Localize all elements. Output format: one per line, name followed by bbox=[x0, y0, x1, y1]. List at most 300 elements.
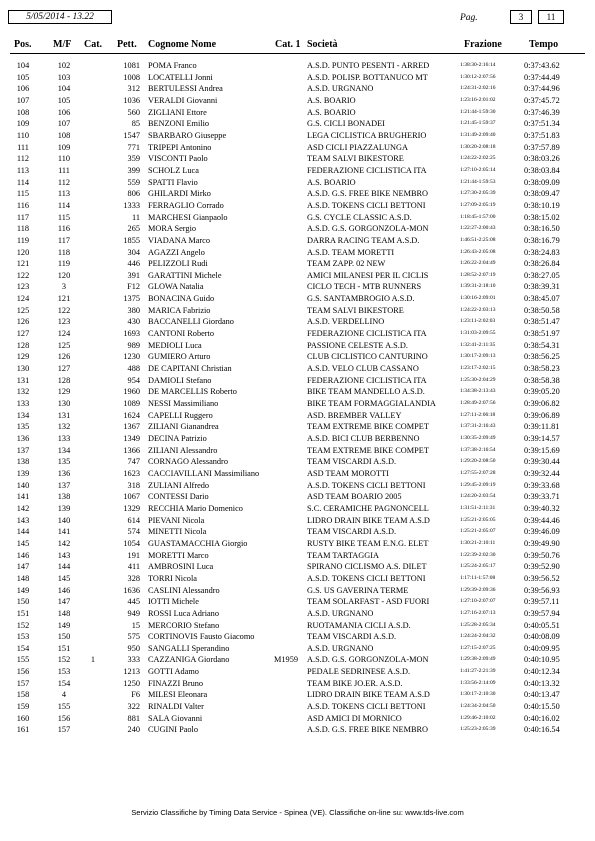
table-row bbox=[0, 316, 595, 328]
header-pett: Pett. bbox=[117, 39, 137, 50]
cell-pett: 950 bbox=[127, 643, 140, 653]
cell-name: VISCONTI Paolo bbox=[148, 154, 208, 164]
cell-societa: TEAM SALVI BIKESTORE bbox=[307, 305, 404, 315]
cell-societa: ASD CICLI PIAZZALUNGA bbox=[307, 142, 408, 152]
cell-mf: 111 bbox=[58, 165, 70, 175]
cell-pett: 1081 bbox=[123, 61, 140, 70]
table-row bbox=[0, 445, 595, 457]
cell-mf: 125 bbox=[57, 340, 71, 350]
cell-pett: 312 bbox=[127, 84, 140, 94]
cell-name: SPATTI Flavio bbox=[148, 177, 198, 187]
cell-mf: 151 bbox=[57, 643, 71, 653]
cell-tempo: 0:38:58.38 bbox=[524, 375, 560, 385]
cell-name: BENZONI Emilio bbox=[148, 119, 210, 129]
cell-tempo: 0:38:09.47 bbox=[524, 189, 560, 199]
cell-name: MERCORIO Stefano bbox=[148, 620, 220, 630]
cell-name: ZIGLIANI Ettore bbox=[148, 107, 207, 117]
cell-pett: 1624 bbox=[123, 410, 140, 420]
cell-pett: 85 bbox=[131, 119, 140, 129]
table-row bbox=[0, 678, 595, 690]
cell-mf: 109 bbox=[57, 142, 71, 152]
cell-pett: 954 bbox=[127, 375, 140, 385]
table-row bbox=[0, 200, 595, 212]
cell-pos: 121 bbox=[16, 259, 30, 269]
cell-pos: 160 bbox=[16, 713, 30, 723]
cell-pos: 146 bbox=[16, 550, 30, 560]
cell-pett: 1008 bbox=[123, 72, 140, 82]
cell-pett: 1333 bbox=[123, 200, 140, 210]
cell-mf: 116 bbox=[57, 224, 71, 234]
cell-mf: 4 bbox=[61, 690, 67, 700]
cell-societa: LIDRO DRAIN BIKE TEAM A.S.D bbox=[307, 690, 430, 700]
cell-pett: 411 bbox=[127, 562, 140, 572]
cell-mf: 138 bbox=[57, 492, 71, 502]
table-row bbox=[0, 83, 595, 95]
cell-pett: 446 bbox=[127, 259, 140, 269]
cell-pos: 108 bbox=[16, 107, 30, 117]
cell-pos: 134 bbox=[16, 410, 30, 420]
table-row bbox=[0, 107, 595, 119]
cell-name: BERTULESSI Andrea bbox=[148, 84, 223, 94]
cell-name: VERALDI Giovanni bbox=[148, 95, 218, 105]
cell-societa: A.S.D. G.S. FREE BIKE NEMBRO bbox=[307, 189, 429, 199]
cell-societa: ASD AMICI DI MORNICO bbox=[307, 713, 402, 723]
cell-mf: 117 bbox=[57, 235, 71, 245]
cell-frazione: 1:27:30-2:05:39 bbox=[460, 190, 496, 197]
cell-societa: LIDRO DRAIN BIKE TEAM A.S.D bbox=[307, 515, 430, 525]
cell-mf: 154 bbox=[57, 678, 71, 688]
table-row bbox=[0, 480, 595, 492]
table-row bbox=[0, 375, 595, 387]
cell-tempo: 0:38:10.19 bbox=[524, 200, 560, 210]
cell-pos: 143 bbox=[16, 515, 30, 525]
table-row bbox=[0, 573, 595, 585]
cell-societa: A.S. BOARIO bbox=[307, 107, 356, 117]
table-row bbox=[0, 305, 595, 317]
table-row bbox=[0, 468, 595, 480]
cell-frazione: 1:30:35-2:09:49 bbox=[460, 435, 496, 441]
cell-societa: TEAM BIKE JO.ER. A.S.D. bbox=[307, 678, 403, 688]
cell-pett: 806 bbox=[127, 189, 140, 199]
cell-societa: CICLO TECH - MTB RUNNERS bbox=[307, 282, 422, 292]
cell-frazione: 1:29:46-2:10:02 bbox=[460, 714, 496, 721]
cell-pett: 1367 bbox=[123, 422, 140, 432]
cell-tempo: 0:38:54.31 bbox=[524, 340, 560, 350]
cell-societa: BIKE TEAM MANDELLO A.S.D. bbox=[307, 387, 425, 397]
table-row bbox=[0, 142, 595, 154]
cell-name: NESSI Massimiliano bbox=[148, 399, 219, 409]
cell-pett: 1547 bbox=[123, 130, 140, 140]
cell-mf: 157 bbox=[57, 725, 71, 735]
cell-societa: A.S. BOARIO bbox=[307, 95, 356, 105]
header-mf: M/F bbox=[53, 39, 72, 50]
cell-societa: G.S. CYCLE CLASSIC A.S.D. bbox=[307, 212, 412, 222]
cell-pos: 154 bbox=[16, 643, 30, 653]
cell-mf: 146 bbox=[57, 585, 71, 595]
cell-tempo: 0:38:27.05 bbox=[524, 270, 560, 280]
cell-societa: A.S.D. BICI CLUB BERBENNO bbox=[307, 434, 420, 443]
cell-name: SALA Giovanni bbox=[148, 713, 203, 723]
cell-tempo: 0:38:50.58 bbox=[524, 305, 560, 315]
cell-societa: A.S.D. TOKENS CICLI BETTONI bbox=[307, 702, 426, 712]
table-row bbox=[0, 363, 595, 375]
cell-tempo: 0:39:30.44 bbox=[524, 457, 560, 467]
table-row bbox=[0, 223, 595, 235]
cell-frazione: 1:29:39-2:09:36 bbox=[460, 586, 496, 593]
cell-frazione: 1:31:03-2:09:55 bbox=[460, 330, 496, 337]
cell-tempo: 0:39:11.81 bbox=[524, 422, 560, 432]
cell-frazione: 1:30:17-2:09:13 bbox=[460, 353, 496, 360]
cell-frazione: 1:28:52-2:07:19 bbox=[460, 271, 496, 278]
table-row bbox=[0, 118, 595, 130]
cell-mf: 113 bbox=[57, 189, 71, 199]
cell-frazione: 1:31:49-2:09:40 bbox=[460, 131, 496, 138]
cell-frazione: 1:27:10-2:05:14 bbox=[460, 166, 496, 173]
table-row bbox=[0, 608, 595, 620]
cell-societa: ASD TEAM BOARIO 2005 bbox=[307, 492, 402, 502]
cell-pos: 113 bbox=[16, 165, 30, 175]
cell-mf: 145 bbox=[57, 573, 71, 583]
table-row bbox=[0, 643, 595, 655]
header-divider bbox=[10, 53, 585, 54]
cell-frazione: 1:30:17-2:10:30 bbox=[460, 691, 496, 698]
cell-mf: 112 bbox=[57, 177, 71, 187]
cell-mf: 142 bbox=[57, 538, 71, 548]
table-row bbox=[0, 72, 595, 84]
cell-pett: 1855 bbox=[123, 235, 140, 245]
cell-mf: 110 bbox=[57, 154, 71, 164]
cell-mf: 136 bbox=[57, 468, 71, 478]
cell-name: SBARBARO Giuseppe bbox=[148, 130, 227, 140]
cell-frazione: 1:17:11-1:57:08 bbox=[460, 574, 496, 581]
cell-pos: 144 bbox=[16, 527, 30, 537]
cell-name: CANTONI Roberto bbox=[148, 329, 214, 339]
cell-mf: 105 bbox=[57, 95, 71, 105]
cell-tempo: 0:39:05.20 bbox=[524, 387, 560, 397]
cell-frazione: 1:25:21-2:05:07 bbox=[460, 528, 496, 535]
cell-pos: 138 bbox=[16, 457, 30, 467]
cell-pos: 107 bbox=[16, 95, 30, 105]
cell-pos: 156 bbox=[16, 667, 30, 677]
cell-frazione: 1:27:55-2:07:28 bbox=[460, 469, 496, 476]
cell-pett: 391 bbox=[127, 270, 140, 280]
cell-name: FINAZZI Bruno bbox=[148, 678, 204, 688]
cell-mf: 114 bbox=[57, 200, 71, 210]
cell-name: DE MARCELLIS Roberto bbox=[148, 387, 237, 397]
cell-societa: A.S. BOARIO bbox=[307, 177, 356, 187]
header-cat: Cat. bbox=[84, 39, 103, 50]
cell-name: PELIZZOLI Rudi bbox=[148, 259, 208, 269]
cell-tempo: 0:39:06.89 bbox=[524, 410, 560, 420]
table-row bbox=[0, 153, 595, 165]
table-row bbox=[0, 724, 595, 736]
cell-pett: 359 bbox=[127, 154, 140, 164]
table-row bbox=[0, 340, 595, 352]
table-row bbox=[0, 258, 595, 270]
cell-pett: 304 bbox=[127, 247, 140, 257]
cell-mf: 150 bbox=[57, 632, 71, 642]
cell-name: MORA Sergio bbox=[148, 224, 197, 234]
cell-tempo: 0:38:15.02 bbox=[524, 212, 560, 222]
table-row bbox=[0, 526, 595, 538]
cell-name: CACCIAVILLANI Massimiliano bbox=[148, 468, 260, 478]
cell-mf: 128 bbox=[57, 375, 71, 385]
cell-mf: 152 bbox=[57, 655, 71, 665]
cell-frazione: 1:37:38-2:16:54 bbox=[460, 446, 496, 453]
cell-pos: 158 bbox=[16, 690, 30, 700]
table-row bbox=[0, 281, 595, 293]
cell-frazione: 1:30:20-2:08:18 bbox=[460, 143, 496, 150]
cell-tempo: 0:37:45.72 bbox=[524, 95, 560, 105]
cell-frazione: 1:23:16-2:01:02 bbox=[460, 96, 496, 103]
total-pages: 11 bbox=[538, 10, 564, 24]
cell-mf: 156 bbox=[57, 713, 71, 723]
cell-pett: 771 bbox=[127, 142, 140, 152]
cell-name: CAZZANIGA Giordano bbox=[148, 655, 230, 665]
cell-societa: LEGA CICLISTICA BRUGHERIO bbox=[307, 130, 427, 140]
cell-pett: 614 bbox=[127, 515, 140, 525]
cell-tempo: 0:38:03.26 bbox=[524, 154, 560, 164]
cell-pos: 142 bbox=[16, 503, 30, 513]
cell-tempo: 0:38:45.07 bbox=[524, 294, 560, 304]
cell-name: DAMIOLI Stefano bbox=[148, 375, 212, 385]
cell-frazione: 1:23:17-2:02:15 bbox=[460, 365, 496, 372]
cell-mf: 144 bbox=[57, 562, 71, 572]
cell-societa: PEDALE SEDRINESE A.S.D. bbox=[307, 667, 411, 677]
cell-societa: TEAM EXTREME BIKE COMPET bbox=[307, 422, 429, 432]
cell-name: ZILIANI Alessandro bbox=[148, 445, 218, 455]
cell-pos: 139 bbox=[16, 468, 30, 478]
cell-pett: 11 bbox=[132, 212, 140, 222]
cell-tempo: 0:37:51.83 bbox=[524, 130, 560, 140]
cell-pos: 128 bbox=[16, 340, 30, 350]
cell-pett: 328 bbox=[127, 573, 140, 583]
table-row bbox=[0, 713, 595, 725]
cell-societa: G.S. CICLI BONADEI bbox=[307, 119, 385, 129]
cell-tempo: 0:38:16.50 bbox=[524, 224, 560, 234]
table-row bbox=[0, 550, 595, 562]
cell-societa: BIKE TEAM FORMAGGIALANDIA bbox=[307, 399, 436, 409]
cell-frazione: 1:32:41-2:11:35 bbox=[460, 341, 496, 348]
cell-frazione: 1:24:34-2:04:50 bbox=[460, 703, 496, 710]
table-row bbox=[0, 177, 595, 189]
cell-tempo: 0:39:49.90 bbox=[524, 538, 560, 548]
cell-societa: A.S.D. G.S. GORGONZOLA-MON bbox=[307, 224, 429, 234]
cell-pos: 119 bbox=[16, 235, 30, 245]
table-row bbox=[0, 421, 595, 433]
table-row bbox=[0, 433, 595, 445]
cell-societa: A.S.D. TOKENS CICLI BETTONI bbox=[307, 480, 426, 490]
cell-mf: 129 bbox=[57, 387, 71, 397]
table-row bbox=[0, 410, 595, 422]
cell-frazione: 1:27:15-2:07:25 bbox=[460, 644, 496, 651]
cell-pos: 127 bbox=[16, 329, 30, 339]
cell-mf: 133 bbox=[57, 434, 71, 443]
cell-societa: A.S.D. POLISP. BOTTANUCO MT bbox=[307, 72, 428, 82]
cell-pos: 149 bbox=[16, 585, 30, 595]
cell-pett: 1230 bbox=[123, 352, 140, 362]
cell-pett: 333 bbox=[127, 655, 140, 665]
cell-tempo: 0:39:46.09 bbox=[524, 527, 560, 537]
cell-tempo: 0:39:56.93 bbox=[524, 585, 560, 595]
cell-name: AMBROSINI Luca bbox=[148, 562, 214, 572]
table-row bbox=[0, 95, 595, 107]
cell-tempo: 0:39:56.52 bbox=[524, 573, 560, 583]
cell-name: SCHOLZ Luca bbox=[148, 165, 199, 175]
cell-pett: 318 bbox=[127, 480, 140, 490]
cell-frazione: 1:31:51-2:11:31 bbox=[460, 504, 496, 511]
cell-frazione: 1:22:39-2:02:30 bbox=[460, 551, 496, 558]
cell-mf: 106 bbox=[57, 107, 71, 117]
cell-societa: TEAM SALVI BIKESTORE bbox=[307, 154, 404, 164]
table-row bbox=[0, 328, 595, 340]
cell-pos: 141 bbox=[16, 492, 30, 502]
cell-pett: 1329 bbox=[123, 503, 140, 513]
cell-pett: 1067 bbox=[123, 492, 140, 502]
cell-pett: 1636 bbox=[123, 585, 140, 595]
cell-name: RINALDI Valter bbox=[148, 702, 204, 712]
cell-mf: 104 bbox=[57, 84, 71, 94]
cell-pos: 157 bbox=[16, 678, 30, 688]
cell-mf: 139 bbox=[57, 503, 71, 513]
cell-pett: 399 bbox=[127, 165, 140, 175]
cell-name: CORTINOVIS Fausto Giacomo bbox=[148, 632, 255, 642]
header-tempo: Tempo bbox=[529, 39, 559, 50]
cell-tempo: 0:39:44.46 bbox=[524, 515, 560, 525]
cell-tempo: 0:40:12.34 bbox=[524, 667, 560, 677]
cell-pos: 130 bbox=[16, 364, 30, 374]
cell-mf: 121 bbox=[57, 294, 71, 304]
cell-pett: 265 bbox=[127, 224, 140, 234]
cell-pos: 155 bbox=[16, 655, 30, 665]
cell-tempo: 0:39:33.71 bbox=[524, 492, 560, 502]
cell-mf: 122 bbox=[57, 305, 71, 315]
table-row bbox=[0, 596, 595, 608]
cell-frazione: 1:24:22-2:02:25 bbox=[460, 155, 496, 162]
cell-societa: TEAM VISCARDI A.S.D. bbox=[307, 457, 397, 467]
cell-pos: 131 bbox=[16, 375, 30, 385]
cell-tempo: 0:40:09.95 bbox=[524, 643, 560, 653]
cell-mf: 108 bbox=[57, 130, 71, 140]
cell-mf: 141 bbox=[57, 527, 71, 537]
cell-societa: TEAM SOLARFAST - ASD FUORI bbox=[307, 597, 430, 607]
cell-mf: 107 bbox=[57, 119, 71, 129]
cell-frazione: 1:28:49-2:07:56 bbox=[460, 400, 496, 407]
table-row bbox=[0, 701, 595, 713]
cell-name: SANGALLI Sperandino bbox=[148, 643, 230, 653]
cell-societa: FEDERAZIONE CICLISTICA ITA bbox=[307, 329, 427, 339]
table-row bbox=[0, 293, 595, 305]
cell-pett: 989 bbox=[127, 340, 140, 350]
cell-frazione: 1:27:09-2:05:19 bbox=[460, 201, 496, 208]
cell-mf: 140 bbox=[57, 515, 71, 525]
cell-mf: 131 bbox=[57, 410, 71, 420]
cell-frazione: 1:29:45-2:09:19 bbox=[460, 481, 496, 488]
cell-pett: 488 bbox=[127, 364, 140, 374]
cell-societa: A.S.D. URGNANO bbox=[307, 84, 374, 94]
cell-frazione: 1:23:11-2:02:03 bbox=[460, 318, 496, 325]
cell-tempo: 0:39:57.94 bbox=[524, 608, 560, 618]
cell-tempo: 0:37:43.62 bbox=[524, 61, 560, 70]
cell-frazione: 1:24:31-2:02:16 bbox=[460, 85, 496, 92]
cell-pett: 559 bbox=[127, 177, 140, 187]
cell-mf: 123 bbox=[57, 317, 71, 327]
cell-name: FERRAGLIO Corrado bbox=[148, 200, 224, 210]
table-row bbox=[0, 631, 595, 643]
cell-societa: FEDERAZIONE CICLISTICA ITA bbox=[307, 375, 427, 385]
cell-frazione: 1:37:31-2:16:43 bbox=[460, 423, 496, 430]
cell-frazione: 1:26:22-2:04:49 bbox=[460, 260, 496, 267]
cell-name: MORETTI Marco bbox=[148, 550, 209, 560]
cell-societa: CLUB CICLISTICO CANTURINO bbox=[307, 352, 428, 362]
cell-frazione: 1:26:43-2:05:08 bbox=[460, 248, 496, 255]
cell-name: GUMIERO Arturo bbox=[148, 352, 211, 362]
cell-name: DE CAPITANI Christian bbox=[148, 364, 232, 374]
table-row bbox=[0, 561, 595, 573]
cell-tempo: 0:37:44.49 bbox=[524, 72, 560, 82]
cell-tempo: 0:39:15.69 bbox=[524, 445, 560, 455]
cell-pett: 1960 bbox=[123, 387, 140, 397]
table-row bbox=[0, 585, 595, 597]
cell-tempo: 0:40:05.51 bbox=[524, 620, 560, 630]
cell-frazione: 1:30:16-2:09:01 bbox=[460, 295, 496, 302]
cell-name: BACCANELLI Giordano bbox=[148, 317, 234, 327]
cell-frazione: 1:24:22-2:03:13 bbox=[460, 306, 496, 313]
cell-tempo: 0:38:51.97 bbox=[524, 329, 560, 339]
cell-name: POMA Franco bbox=[148, 61, 197, 70]
cell-mf: 153 bbox=[57, 667, 71, 677]
header-societa: Società bbox=[307, 39, 338, 50]
cell-tempo: 0:38:56.25 bbox=[524, 352, 560, 362]
cell-mf: 118 bbox=[57, 247, 71, 257]
cell-name: GHILARDI Mirko bbox=[148, 189, 211, 199]
cell-pett: 1089 bbox=[123, 399, 140, 409]
cell-tempo: 0:37:57.89 bbox=[524, 142, 560, 152]
cell-societa: AMICI MILANESI PER IL CICLIS bbox=[307, 270, 429, 280]
cell-societa: A.S.D. TEAM MORETTI bbox=[307, 247, 395, 257]
cell-pett: 1250 bbox=[123, 678, 140, 688]
cell-mf: 127 bbox=[57, 364, 71, 374]
cell-pos: 118 bbox=[16, 224, 30, 234]
cell-societa: TEAM EXTREME BIKE COMPET bbox=[307, 445, 429, 455]
cell-name: GUASTAMACCHIA Giorgio bbox=[148, 538, 248, 548]
cell-name: GLOWA Natalia bbox=[148, 282, 204, 292]
cell-frazione: 1:38:30-2:16:14 bbox=[460, 62, 496, 68]
cell-mf: 148 bbox=[57, 608, 71, 618]
cell-pos: 110 bbox=[16, 130, 30, 140]
cell-cat1: M1959 bbox=[274, 655, 298, 665]
cell-tempo: 0:40:16.02 bbox=[524, 713, 560, 723]
table-row bbox=[0, 212, 595, 224]
cell-mf: 155 bbox=[57, 702, 71, 712]
table-row bbox=[0, 386, 595, 398]
cell-tempo: 0:38:03.84 bbox=[524, 165, 560, 175]
cell-mf: 132 bbox=[57, 422, 71, 432]
cell-frazione: 1:29:38-2:09:49 bbox=[460, 656, 496, 663]
cell-pett: 430 bbox=[127, 317, 140, 327]
cell-mf: 130 bbox=[57, 399, 71, 409]
cell-tempo: 0:39:40.32 bbox=[524, 503, 560, 513]
cell-societa: ASD TEAM MOROTTI bbox=[307, 468, 389, 478]
cell-name: DECINA Patrizio bbox=[148, 434, 207, 443]
cell-pett: 881 bbox=[127, 713, 140, 723]
cell-frazione: 1:30:12-2:07:56 bbox=[460, 73, 496, 80]
header-frazione: Frazione bbox=[464, 39, 502, 50]
cell-frazione: 1:25:30-2:04:29 bbox=[460, 376, 496, 383]
cell-pos: 115 bbox=[16, 189, 30, 199]
cell-tempo: 0:40:13.47 bbox=[524, 690, 560, 700]
cell-mf: 135 bbox=[57, 457, 71, 467]
